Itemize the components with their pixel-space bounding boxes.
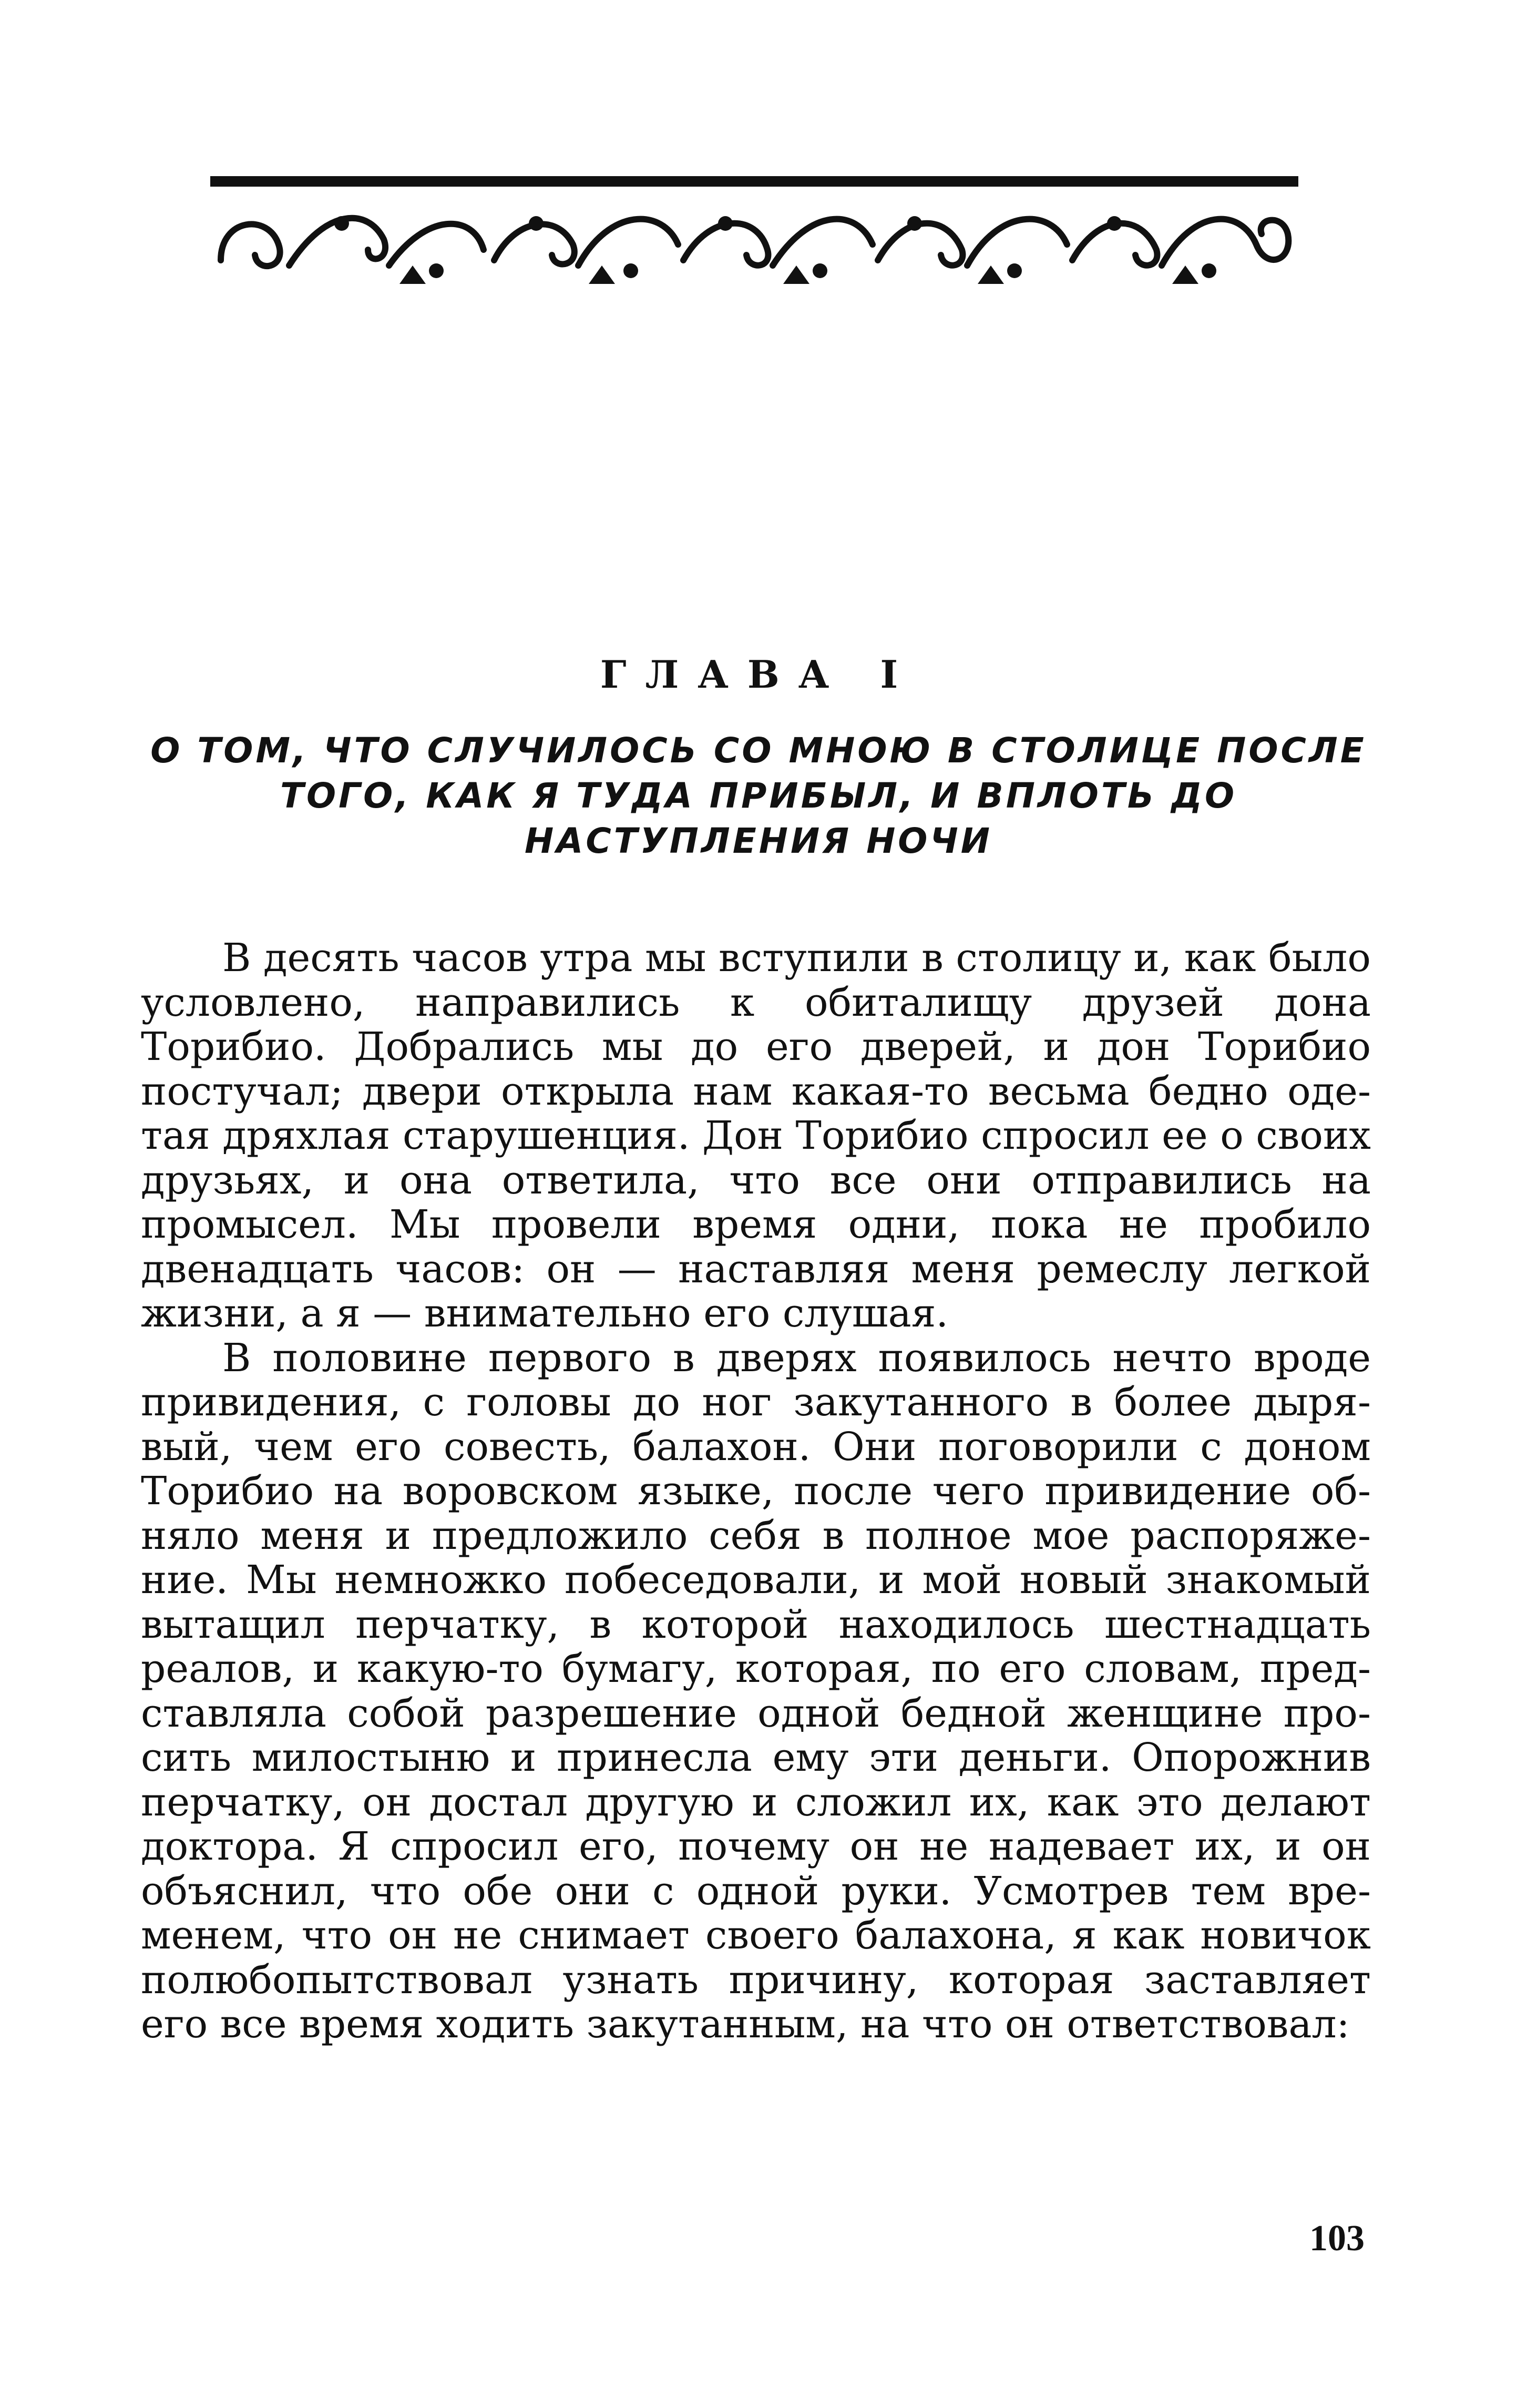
paragraph-1: В десять часов утра мы вступили в столицу и, как было условлено, направились к обиталищу друзей дона Торибио. Добрались мы до его дверей, и дон Торибио постучал; двери открыла нам какая-то весьма бедно одетая дряхлая старушенция. Дон Торибио спросил ее о своих друзьях, и она ответила, что все они отправились на промысел. Мы провели время одни, пока не пробило двенадцать часов: он — наставляя меня ремеслу легкой жизни, а я — внимательно его слушая. — [141, 935, 1371, 1336]
page-number: 103 — [1309, 2218, 1365, 2259]
chapter-label: ГЛАВА I — [600, 652, 917, 697]
ornament-scrollwork — [221, 218, 1288, 266]
ornament-header-icon — [210, 176, 1298, 297]
chapter-title: О ТОМ, ЧТО СЛУЧИЛОСЬ СО МНОЮ В СТОЛИЦЕ ПОСЛЕ ТОГО, КАК Я ТУДА ПРИБЫЛ, И ВПЛОТЬ ДО НАСТУПЛЕНИЯ НОЧИ — [150, 730, 1367, 861]
paragraph-2: В половине первого в дверях появилось нечто вроде привидения, с головы до ног закутанного в более дырявый, чем его совесть, балахон. Они поговорили с доном Торибио на воровском языке, после чего привидение обняло меня и предложило себя в полное мое распоряжение. Мы немножко побеседовали, и мой новый знакомый вытащил перчатку, в которой находилось шестнадцать реалов, и какую-то бумагу, которая, по его словам, представляла собой разрешение одной бедной женщине просить милостыню и принесла ему эти деньги. Опорожнив перчатку, он достал другую и сложил их, как это делают доктора. Я спросил его, почему он не надевает их, и он объяснил, что обе они с одной руки. Усмотрев тем временем, что он не снимает своего балахона, я как новичок полюбопытствовал узнать причину, которая заставляет его все время ходить закутанным, на что он ответствовал: — [141, 1335, 1371, 2047]
ornament-triangles — [399, 266, 1198, 284]
ornament-top-rule — [210, 176, 1298, 187]
body-text — [141, 936, 1371, 2047]
